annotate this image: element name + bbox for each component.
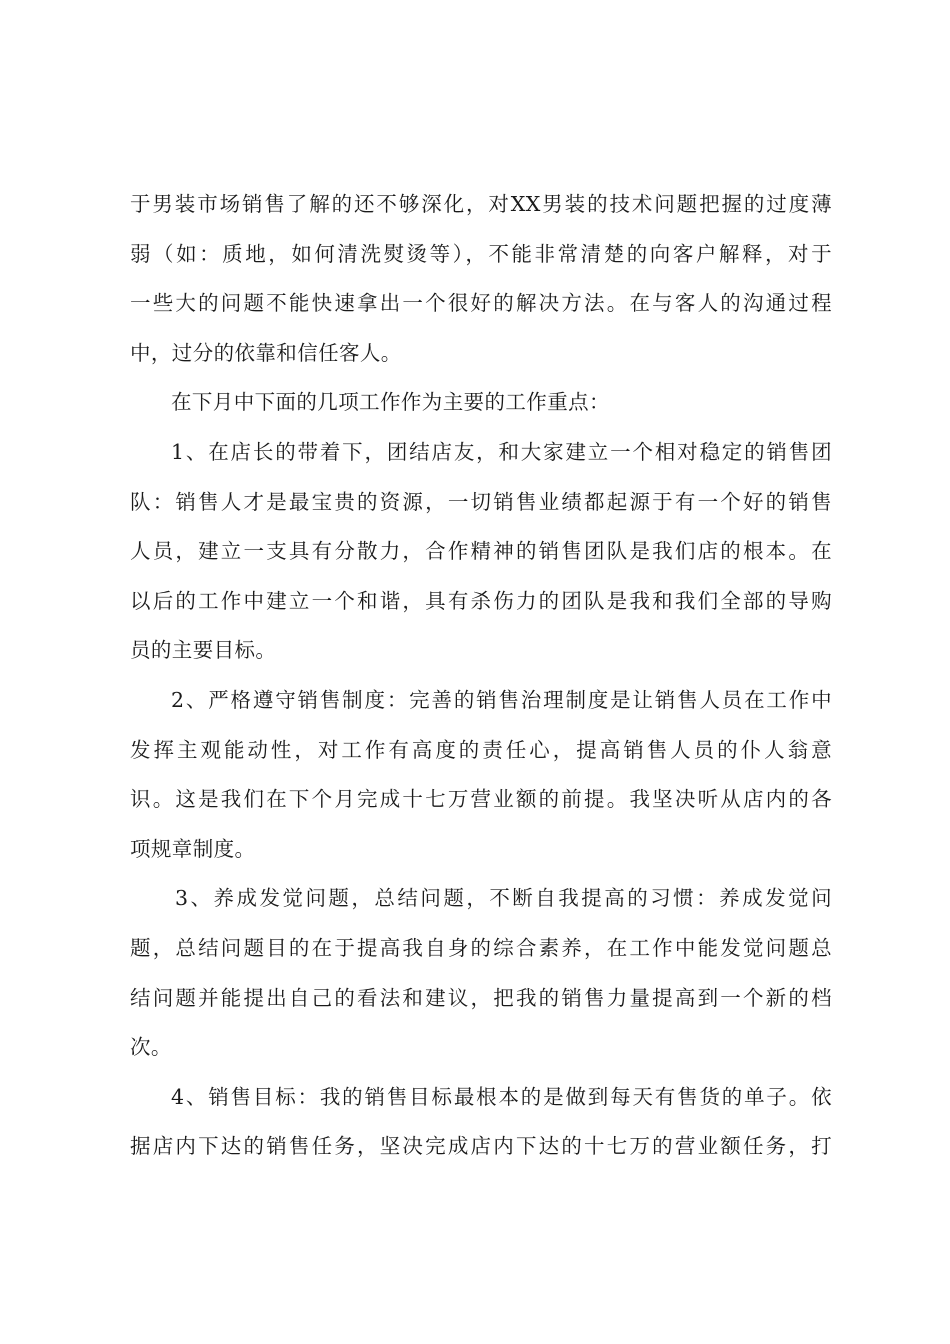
text-line: 发挥主观能动性，对工作有高度的责任心，提高销售人员的仆人翁意: [130, 737, 832, 762]
text-line: 次。: [130, 1035, 172, 1060]
paragraph: [130, 1073, 832, 1172]
paragraph: [130, 428, 832, 676]
text-line: 队：销售人才是最宝贵的资源，一切销售业绩都起源于有一个好的销售: [130, 489, 832, 514]
text-line: 人员，建立一支具有分散力，合作精神的销售团队是我们店的根本。在: [130, 539, 832, 564]
text-line: 4、销售目标：我的销售目标最根本的是做到每天有售货的单子。依: [171, 1084, 832, 1109]
text-line: 1、在店长的带着下，团结店友，和大家建立一个相对稳定的销售团: [171, 439, 832, 464]
paragraph: [130, 676, 832, 874]
text-line: 于男装市场销售了解的还不够深化，对XX男装的技术问题把握的过度薄: [130, 192, 832, 216]
text-line: 2、严格遵守销售制度：完善的销售治理制度是让销售人员在工作中: [171, 687, 832, 712]
text-line: 题，总结问题目的在于提高我自身的综合素养，在工作中能发觉问题总: [130, 935, 832, 960]
text-line: 项规章制度。: [130, 836, 256, 861]
paragraph: [130, 378, 832, 428]
text-line: 中，过分的依靠和信任客人。: [130, 340, 402, 365]
text-line: 在下月中下面的几项工作作为主要的工作重点：: [171, 390, 610, 415]
text-line: 一些大的问题不能快速拿出一个很好的解决方法。在与客人的沟通过程: [130, 291, 832, 316]
text-line: 员的主要目标。: [130, 638, 277, 663]
text-line: 识。这是我们在下个月完成十七万营业额的前提。我坚决听从店内的各: [130, 787, 832, 812]
paragraph: [130, 180, 832, 378]
document-page: [130, 180, 832, 1172]
text-line: 弱（如：质地，如何清洗熨烫等），不能非常清楚的向客户解释，对于: [130, 241, 832, 266]
text-line: 据店内下达的销售任务，坚决完成店内下达的十七万的营业额任务，打: [130, 1134, 832, 1159]
text-line: 结问题并能提出自己的看法和建议，把我的销售力量提高到一个新的档: [130, 985, 832, 1010]
text-line: 以后的工作中建立一个和谐，具有杀伤力的团队是我和我们全部的导购: [130, 588, 832, 613]
paragraph: [130, 874, 832, 1072]
text-line: 3、养成发觉问题，总结问题，不断自我提高的习惯：养成发觉问: [175, 886, 832, 911]
